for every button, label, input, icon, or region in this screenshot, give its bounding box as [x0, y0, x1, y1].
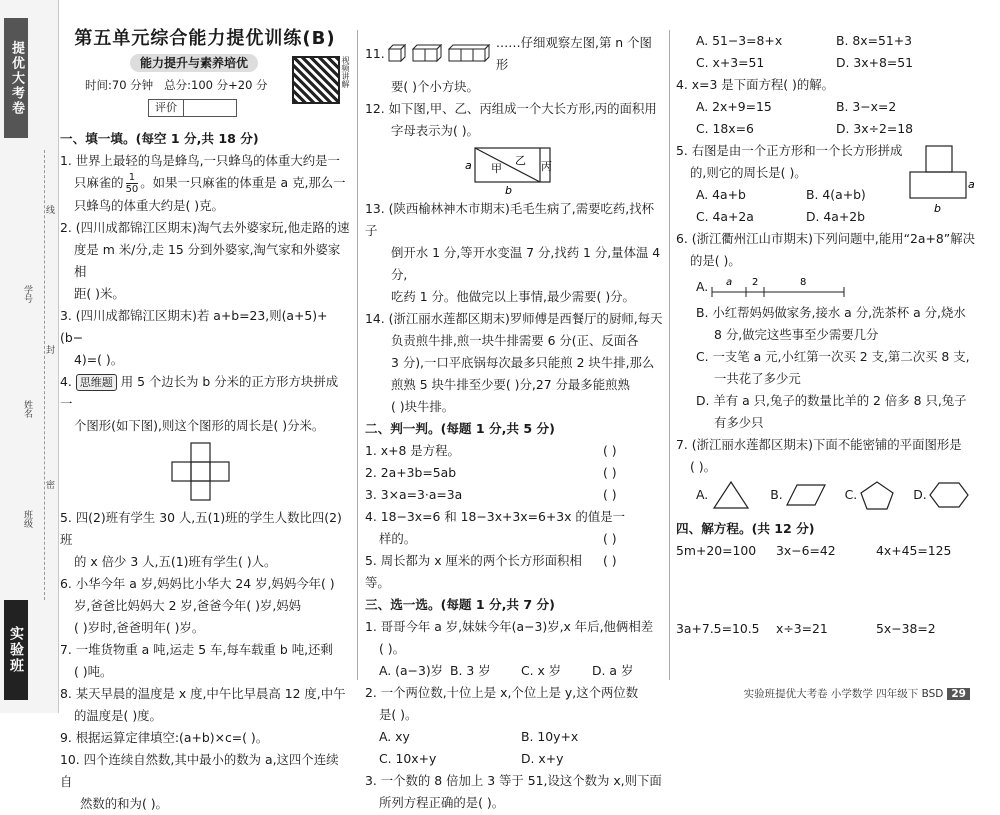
equation: 5x−38=2 — [876, 621, 936, 636]
option[interactable]: D. 3x+8=51 — [836, 55, 914, 70]
page-number: 29 — [947, 688, 970, 700]
time-limit: 时间:70 分钟 — [85, 78, 154, 92]
question-text: 只麻雀的 $\frac{1}{50}$ 。如果一只麻雀的体重是 a 克,那么一 — [74, 172, 346, 195]
question-text: 是( )。 — [379, 707, 418, 722]
binding-spine — [0, 0, 59, 713]
question-text: 6. (浙江衢州江山市期末)下列问题中,能用“2a+8”解决 — [676, 231, 975, 246]
option-label[interactable]: C. — [844, 487, 858, 502]
option-text: 8 分,做完这些事至少需要几分 — [714, 327, 879, 342]
thinking-tag: 思维题 — [76, 374, 117, 391]
question-text: 4. x=3 是下面方程( )的解。 — [676, 77, 835, 92]
cut-line — [44, 150, 45, 600]
question-text: 然数的和为( )。 — [80, 796, 168, 811]
footer-text: 实验班提优大考卷 小学数学 四年级下 BSD — [743, 688, 944, 700]
option[interactable]: D. 4a+2b — [806, 209, 866, 224]
work-space[interactable] — [676, 562, 976, 618]
question-text: 2. 一个两位数,十位上是 x,个位上是 y,这个两位数 — [365, 685, 639, 700]
question-text: 4)=( )。 — [74, 352, 124, 367]
total-score: 总分:100 分+20 分 — [164, 78, 268, 92]
option[interactable]: A. xy — [379, 729, 410, 744]
option[interactable]: B. 8x=51+3 — [836, 33, 913, 48]
question-text: 7. 一堆货物重 a 吨,运走 5 车,每车载重 b 吨,还剩 — [60, 642, 333, 657]
question-text: 个图形(如下图),则这个图形的周长是( )分米。 — [74, 418, 325, 433]
question-text: 所列方程正确的是( )。 — [379, 795, 505, 810]
equation: 3a+7.5=10.5 — [676, 621, 760, 636]
question: 4. 思维题 用 5 个边长为 b 分米的正方形方块拼成一 个图形(如下图),则这个图形的周长是( )分米。 — [60, 371, 350, 507]
options-row — [676, 30, 976, 52]
question-text: 5. 四(2)班有学生 30 人,五(1)班的学生人数比四(2)班 — [60, 510, 342, 547]
judge-item: 3. 3×a=3·a=3a ( ) — [365, 484, 663, 506]
brand-top: 提优大考卷 — [4, 18, 28, 138]
spine-field: 封 — [44, 345, 54, 354]
page-footer — [744, 686, 970, 701]
equation: 5m+20=100 — [676, 543, 757, 558]
options-row — [676, 206, 916, 228]
answer-bracket[interactable]: ( ) — [603, 553, 617, 568]
rectangle-figure — [365, 142, 663, 198]
option[interactable]: C. x+3=51 — [696, 55, 765, 70]
question-text: 的温度是( )度。 — [74, 708, 162, 723]
score-box[interactable] — [148, 99, 237, 117]
option[interactable]: C. x 岁 — [521, 663, 562, 678]
options-row — [676, 184, 916, 206]
option[interactable]: B. 4(a+b) — [806, 187, 866, 202]
question-text: 1. 世界上最轻的鸟是蜂鸟,一只蜂鸟的体重大约是一 — [60, 153, 340, 168]
option-text: 一共花了多少元 — [714, 371, 801, 386]
question-text: 3 分),一口平底锅每次最多只能煎 2 块牛排,那么 — [391, 355, 655, 370]
cross-figure — [60, 437, 350, 507]
question-text: 用 5 个边长为 b 分米的正方形方块拼成一 — [60, 374, 339, 411]
square-rect-figure — [904, 140, 976, 222]
option[interactable]: B. 10y+x — [521, 729, 579, 744]
answer-bracket[interactable]: ( ) — [603, 443, 617, 458]
column-divider — [357, 30, 358, 680]
judge-item: 4. 18−3x=6 和 18−3x+3x=6+3x 的值是一 — [365, 509, 625, 524]
answer-bracket[interactable]: ( ) — [603, 487, 617, 502]
section-badge: 能力提升与素养培优 — [130, 54, 258, 72]
options-row — [365, 660, 663, 682]
question-text: 的,则它的周长是( )。 — [690, 165, 807, 180]
question-text: 度是 m 米/分,走 15 分到外婆家,淘气家和外婆家相 — [74, 242, 341, 279]
question-text: 6. 小华今年 a 岁,妈妈比小华大 24 岁,妈妈今年( ) — [60, 576, 335, 591]
option[interactable]: D. 羊有 a 只,兔子的数量比羊的 2 倍多 8 只,兔子 — [696, 393, 967, 408]
label-8: 8 — [800, 277, 807, 288]
column-divider — [669, 30, 670, 680]
equation: x÷3=21 — [776, 621, 828, 636]
question — [60, 507, 350, 573]
question-text: 9. 根据运算定律填空:(a+b)×c=( )。 — [60, 730, 269, 745]
question: 11. ……仔细观察左图,第 n 个图形 — [365, 32, 663, 76]
option[interactable]: C. 10x+y — [379, 751, 437, 766]
question — [60, 573, 350, 639]
section-title: 一、填一填。(每空 1 分,共 18 分) — [60, 131, 259, 146]
question-text: ( )岁时,爸爸明年( )岁。 — [74, 620, 205, 635]
judge-item: 5. 周长都为 x 厘米的两个长方形面积相等。 ( ) — [365, 550, 663, 594]
score-label: 评价 — [155, 101, 177, 114]
question-text: 3. (四川成都锦江区期末)若 a+b=23,则(a+5)+(b− — [60, 308, 328, 345]
question-text: 吃药 1 分。他做完以上事情,最少需要( )分。 — [391, 289, 635, 304]
qr-label: 视频讲解 — [341, 56, 350, 88]
option[interactable]: C. 4a+2a — [696, 209, 754, 224]
question-text: 倒开水 1 分,等开水变温 7 分,找药 1 分,量体温 4 分, — [391, 245, 661, 282]
label-b: b — [934, 202, 941, 215]
spine-field: 学号 — [22, 285, 32, 303]
question-text: 8. 某天早晨的温度是 x 度,中午比早晨高 12 度,中午 — [60, 686, 346, 701]
label-jia: 甲 — [491, 162, 502, 175]
question-text: ( )块牛排。 — [391, 399, 455, 414]
equation: 4x+45=125 — [876, 543, 952, 558]
question-text: 距( )米。 — [74, 286, 125, 301]
shape-options — [676, 478, 976, 512]
brand-bottom: 实验班 — [4, 600, 28, 700]
options-row — [365, 726, 663, 748]
question — [60, 749, 350, 815]
option[interactable]: A. 4a+b — [696, 187, 746, 202]
label-yi: 乙 — [515, 154, 526, 167]
option-text: 有多少只 — [714, 415, 764, 430]
judge-item: 2. 2a+3b=5ab ( ) — [365, 462, 663, 484]
section-title: 四、解方程。(共 12 分) — [676, 521, 815, 536]
question-text: ( )。 — [690, 459, 716, 474]
question — [60, 150, 350, 217]
question-text: ……仔细观察左图,第 n 个图形 — [495, 35, 652, 72]
pentagon-icon[interactable] — [857, 479, 897, 511]
option[interactable]: A. 2x+9=15 — [696, 99, 772, 114]
label-a: a — [968, 178, 975, 191]
question-text: 负责煎牛排,煎一块牛排需要 6 分(正、反面各 — [391, 333, 639, 348]
question-text: 13. (陕西榆林神木市期末)毛毛生病了,需要吃药,找杯子 — [365, 201, 655, 238]
column-1 — [60, 0, 350, 811]
question — [60, 217, 350, 305]
column-3 — [676, 0, 976, 713]
equation: 3x−6=42 — [776, 543, 836, 558]
judge-item: 样的。 ( ) — [365, 528, 663, 550]
question-text: 1. 哥哥今年 a 岁,妹妹今年(a−3)岁,x 年后,他俩相差 — [365, 619, 654, 634]
option-label[interactable]: D. — [913, 487, 927, 502]
options-row — [676, 118, 976, 140]
label-a: a — [465, 159, 472, 172]
option[interactable]: B. 3 岁 — [450, 663, 491, 678]
option[interactable]: B. 小红帮妈妈做家务,接水 a 分,洗茶杯 a 分,烧水 — [696, 305, 966, 320]
qr-code[interactable] — [292, 56, 340, 104]
option[interactable]: D. x+y — [521, 751, 564, 766]
page-title: 第五单元综合能力提优训练(B) — [74, 28, 336, 49]
spine-field: 线 — [44, 205, 54, 214]
line-segment-figure — [708, 272, 848, 302]
section-title: 二、判一判。(每题 1 分,共 5 分) — [365, 421, 555, 436]
question-text: 的 x 倍少 3 人,五(1)班有学生( )人。 — [74, 554, 277, 569]
equation-row — [676, 618, 976, 640]
question-text: 只蜂鸟的体重大约是( )克。 — [74, 198, 224, 213]
question-text: ( )。 — [379, 641, 405, 656]
section-title: 三、选一选。(每题 1 分,共 7 分) — [365, 597, 555, 612]
option[interactable]: A. a 2 8 — [676, 272, 976, 302]
option[interactable]: D. 3x÷2=18 — [836, 121, 914, 136]
question-text: 2. (四川成都锦江区期末)淘气去外婆家玩,他走路的速 — [60, 220, 350, 235]
question — [60, 305, 350, 371]
answer-bracket[interactable]: ( ) — [603, 531, 617, 546]
option[interactable]: B. 3−x=2 — [836, 99, 897, 114]
question-text: 的是( )。 — [690, 253, 741, 268]
question — [60, 683, 350, 727]
question-text: 3. 一个数的 8 倍加上 3 等于 51,设这个数为 x,则下面 — [365, 773, 662, 788]
question-text: 字母表示为( )。 — [391, 123, 479, 138]
option[interactable]: A. (a−3)岁 — [379, 663, 444, 678]
equation-row — [676, 540, 976, 562]
hexagon-icon[interactable] — [927, 479, 971, 511]
triangle-icon[interactable] — [708, 479, 754, 511]
question-text: 7. (浙江丽水莲都区期末)下面不能密铺的平面图形是 — [676, 437, 962, 452]
option[interactable]: C. 18x=6 — [696, 121, 754, 136]
option[interactable]: D. a 岁 — [592, 663, 634, 678]
question — [60, 639, 350, 683]
label-bing: 丙 — [541, 160, 552, 173]
question-text: 14. (浙江丽水莲都区期末)罗师傅是西餐厅的厨师,每天 — [365, 311, 663, 326]
question-text: 岁,爸爸比妈妈大 2 岁,爸爸今年( )岁,妈妈 — [74, 598, 302, 613]
spine-field: 班级 — [22, 510, 32, 528]
option-label[interactable]: B. — [770, 487, 783, 502]
options-row — [676, 96, 976, 118]
option-label[interactable]: A. — [696, 487, 709, 502]
question-text: ( )吨。 — [74, 664, 113, 679]
question-text: 12. 如下图,甲、乙、丙组成一个大长方形,丙的面积用 — [365, 101, 657, 116]
question-text: 煎熟 5 块牛排至少要( )分,27 分最多能煎熟 — [391, 377, 630, 392]
label-a: a — [726, 277, 733, 288]
question-text: 5. 右图是由一个正方形和一个长方形拼成 — [676, 143, 903, 158]
question — [676, 140, 976, 228]
question-text: 要( )个小方块。 — [391, 79, 479, 94]
label-b: b — [505, 184, 512, 197]
option[interactable]: C. 一支笔 a 元,小红第一次买 2 支,第二次买 8 支, — [696, 349, 970, 364]
judge-item: 1. x+8 是方程。 ( ) — [365, 440, 663, 462]
parallelogram-icon[interactable] — [783, 479, 829, 511]
question-text: 10. 四个连续自然数,其中最小的数为 a,这四个连续自 — [60, 752, 339, 789]
answer-bracket[interactable]: ( ) — [603, 465, 617, 480]
spine-field: 姓名 — [22, 400, 32, 418]
option[interactable]: A. 51−3=8+x — [696, 33, 783, 48]
cube-pattern — [385, 43, 496, 65]
options-row — [365, 748, 663, 770]
options-row — [676, 52, 976, 74]
label-2: 2 — [752, 277, 759, 288]
column-2 — [365, 0, 663, 810]
fraction: $\frac{1}{50}$ — [125, 172, 139, 195]
spine-field: 密 — [44, 480, 54, 489]
